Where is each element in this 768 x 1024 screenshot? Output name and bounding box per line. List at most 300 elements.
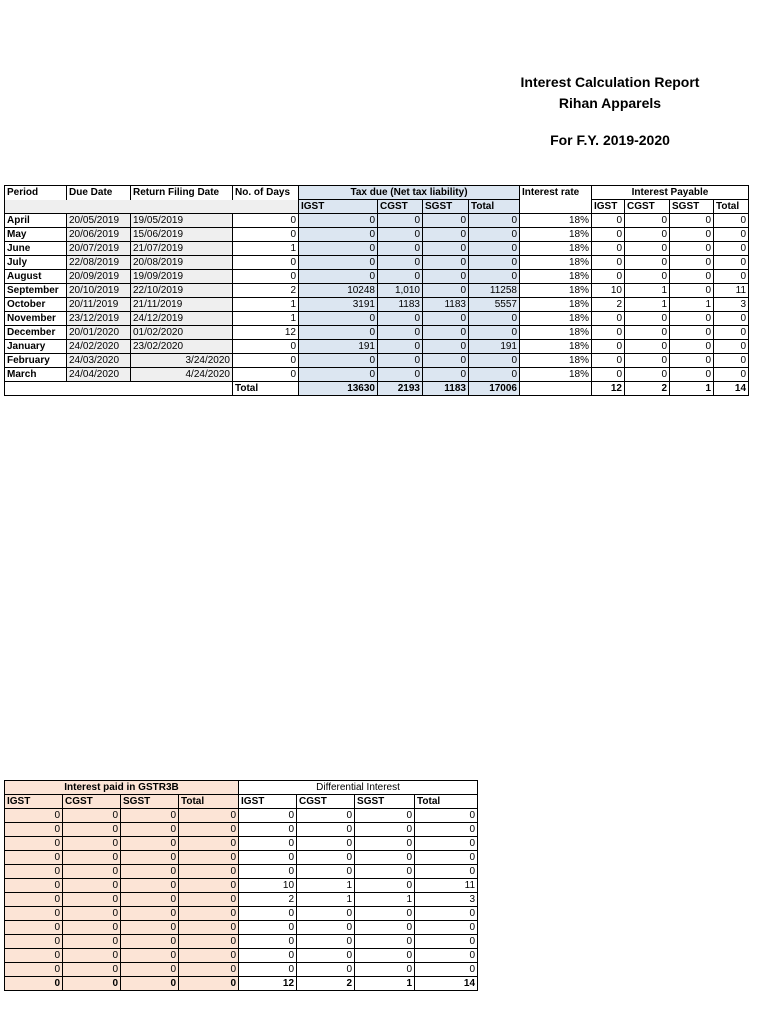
cell-no-of-days: 0 [233, 270, 299, 284]
cell-diff-sgst: 0 [355, 809, 415, 823]
cell-diff-igst: 0 [239, 837, 297, 851]
cell-paid-igst: 0 [5, 949, 63, 963]
cell-return-filing-date: 15/06/2019 [131, 228, 233, 242]
cell-diff-igst: 10 [239, 879, 297, 893]
cell-tax-sgst: 0 [423, 242, 469, 256]
total-tax-igst: 13630 [299, 382, 378, 396]
subheader-interest-sgst: SGST [670, 200, 714, 214]
cell-interest-sgst: 0 [670, 228, 714, 242]
cell-diff-total: 0 [415, 963, 478, 977]
cell-tax-total: 0 [469, 228, 520, 242]
cell-tax-igst: 10248 [299, 284, 378, 298]
cell-paid-cgst: 0 [63, 809, 121, 823]
table-row [5, 242, 749, 256]
total-interest-sgst: 1 [670, 382, 714, 396]
table-row [5, 837, 478, 851]
cell-interest-cgst: 0 [625, 368, 670, 382]
cell-tax-cgst: 0 [378, 326, 423, 340]
cell-due-date: 24/02/2020 [67, 340, 131, 354]
cell-diff-total: 0 [415, 809, 478, 823]
subheader-spacer [5, 200, 299, 214]
cell-interest-rate: 18% [520, 284, 592, 298]
cell-interest-total: 0 [714, 242, 749, 256]
cell-paid-igst: 0 [5, 921, 63, 935]
cell-due-date: 23/12/2019 [67, 312, 131, 326]
cell-interest-rate: 18% [520, 368, 592, 382]
cell-tax-cgst: 0 [378, 354, 423, 368]
cell-diff-cgst: 0 [297, 949, 355, 963]
cell-paid-sgst: 0 [121, 837, 179, 851]
cell-due-date: 20/07/2019 [67, 242, 131, 256]
cell-paid-total: 0 [179, 907, 239, 921]
cell-interest-sgst: 0 [670, 256, 714, 270]
subheader-sgst: SGST [423, 200, 469, 214]
cell-diff-sgst: 0 [355, 851, 415, 865]
cell-tax-cgst: 0 [378, 214, 423, 228]
header-period: Period [5, 186, 67, 200]
cell-tax-cgst: 0 [378, 368, 423, 382]
cell-interest-rate: 18% [520, 228, 592, 242]
table-row [5, 354, 749, 368]
financial-year: For F.Y. 2019-2020 [550, 132, 670, 148]
cell-interest-total: 0 [714, 326, 749, 340]
cell-paid-cgst: 0 [63, 921, 121, 935]
cell-diff-sgst: 0 [355, 963, 415, 977]
cell-period: February [5, 354, 67, 368]
table-row [5, 907, 478, 921]
cell-diff-total: 0 [415, 921, 478, 935]
cell-tax-total: 0 [469, 326, 520, 340]
cell-tax-igst: 3191 [299, 298, 378, 312]
cell-interest-igst: 0 [592, 326, 625, 340]
table-row [5, 228, 749, 242]
total-spacer [5, 382, 233, 396]
cell-tax-igst: 0 [299, 368, 378, 382]
cell-tax-total: 0 [469, 368, 520, 382]
total-paid-total: 0 [179, 977, 239, 991]
cell-interest-total: 0 [714, 256, 749, 270]
cell-paid-sgst: 0 [121, 935, 179, 949]
subheader-total: Total [469, 200, 520, 214]
cell-interest-cgst: 0 [625, 242, 670, 256]
cell-return-filing-date: 19/05/2019 [131, 214, 233, 228]
cell-paid-cgst: 0 [63, 851, 121, 865]
cell-tax-sgst: 0 [423, 340, 469, 354]
cell-diff-cgst: 0 [297, 921, 355, 935]
total-diff-sgst: 1 [355, 977, 415, 991]
cell-paid-cgst: 0 [63, 935, 121, 949]
table-row [5, 368, 749, 382]
table-row [5, 879, 478, 893]
cell-diff-total: 0 [415, 851, 478, 865]
cell-diff-sgst: 0 [355, 949, 415, 963]
table-row [5, 284, 749, 298]
paid-subheader-sgst: SGST [121, 795, 179, 809]
cell-tax-igst: 0 [299, 242, 378, 256]
cell-tax-sgst: 0 [423, 214, 469, 228]
cell-tax-igst: 0 [299, 270, 378, 284]
paid-subheader-cgst: CGST [63, 795, 121, 809]
cell-paid-sgst: 0 [121, 949, 179, 963]
header-no-of-days: No. of Days [233, 186, 299, 200]
diff-subheader-total: Total [415, 795, 478, 809]
cell-diff-cgst: 1 [297, 893, 355, 907]
cell-period: September [5, 284, 67, 298]
cell-tax-cgst: 0 [378, 270, 423, 284]
cell-interest-cgst: 0 [625, 326, 670, 340]
cell-interest-igst: 0 [592, 256, 625, 270]
cell-paid-cgst: 0 [63, 893, 121, 907]
cell-paid-total: 0 [179, 949, 239, 963]
cell-paid-sgst: 0 [121, 823, 179, 837]
diff-subheader-cgst: CGST [297, 795, 355, 809]
cell-interest-cgst: 0 [625, 270, 670, 284]
second-header-row [5, 781, 478, 795]
table-row [5, 865, 478, 879]
cell-diff-igst: 0 [239, 935, 297, 949]
cell-interest-rate: 18% [520, 326, 592, 340]
cell-tax-cgst: 0 [378, 256, 423, 270]
cell-due-date: 24/03/2020 [67, 354, 131, 368]
cell-diff-sgst: 0 [355, 865, 415, 879]
cell-interest-igst: 0 [592, 242, 625, 256]
cell-no-of-days: 1 [233, 298, 299, 312]
cell-no-of-days: 0 [233, 256, 299, 270]
diff-subheader-sgst: SGST [355, 795, 415, 809]
cell-return-filing-date: 3/24/2020 [131, 354, 233, 368]
cell-return-filing-date: 24/12/2019 [131, 312, 233, 326]
table-row [5, 949, 478, 963]
cell-tax-sgst: 0 [423, 312, 469, 326]
cell-return-filing-date: 23/02/2020 [131, 340, 233, 354]
cell-interest-sgst: 1 [670, 298, 714, 312]
cell-tax-sgst: 0 [423, 284, 469, 298]
cell-tax-total: 0 [469, 214, 520, 228]
total-interest-total: 14 [714, 382, 749, 396]
cell-interest-rate: 18% [520, 270, 592, 284]
total-tax-total: 17006 [469, 382, 520, 396]
cell-interest-cgst: 0 [625, 256, 670, 270]
cell-tax-cgst: 0 [378, 228, 423, 242]
cell-due-date: 20/06/2019 [67, 228, 131, 242]
cell-return-filing-date: 19/09/2019 [131, 270, 233, 284]
cell-diff-sgst: 1 [355, 893, 415, 907]
header-interest-paid-gstr3b: Interest paid in GSTR3B [5, 781, 239, 795]
cell-diff-igst: 2 [239, 893, 297, 907]
cell-paid-sgst: 0 [121, 879, 179, 893]
subheader-rate-spacer [520, 200, 592, 214]
table-row [5, 214, 749, 228]
cell-paid-cgst: 0 [63, 879, 121, 893]
cell-interest-igst: 0 [592, 312, 625, 326]
second-subheader-row [5, 795, 478, 809]
total-interest-cgst: 2 [625, 382, 670, 396]
cell-tax-igst: 0 [299, 326, 378, 340]
cell-paid-total: 0 [179, 893, 239, 907]
cell-paid-total: 0 [179, 837, 239, 851]
cell-interest-igst: 0 [592, 354, 625, 368]
cell-period: December [5, 326, 67, 340]
cell-diff-total: 0 [415, 837, 478, 851]
cell-paid-total: 0 [179, 809, 239, 823]
cell-interest-rate: 18% [520, 312, 592, 326]
cell-interest-total: 0 [714, 312, 749, 326]
cell-interest-cgst: 0 [625, 214, 670, 228]
interest-paid-table [4, 780, 478, 991]
cell-tax-total: 0 [469, 312, 520, 326]
cell-paid-igst: 0 [5, 823, 63, 837]
cell-no-of-days: 0 [233, 368, 299, 382]
cell-no-of-days: 0 [233, 214, 299, 228]
cell-tax-total: 5557 [469, 298, 520, 312]
cell-interest-igst: 0 [592, 368, 625, 382]
cell-paid-cgst: 0 [63, 865, 121, 879]
cell-period: October [5, 298, 67, 312]
cell-tax-total: 0 [469, 256, 520, 270]
cell-diff-cgst: 0 [297, 809, 355, 823]
cell-return-filing-date: 01/02/2020 [131, 326, 233, 340]
cell-diff-sgst: 0 [355, 935, 415, 949]
table-row [5, 298, 749, 312]
cell-interest-igst: 10 [592, 284, 625, 298]
subheader-interest-igst: IGST [592, 200, 625, 214]
total-rate-spacer [520, 382, 592, 396]
cell-paid-total: 0 [179, 879, 239, 893]
cell-return-filing-date: 20/08/2019 [131, 256, 233, 270]
cell-no-of-days: 12 [233, 326, 299, 340]
cell-diff-cgst: 0 [297, 935, 355, 949]
cell-diff-total: 0 [415, 949, 478, 963]
table-row [5, 935, 478, 949]
cell-no-of-days: 0 [233, 340, 299, 354]
cell-diff-total: 0 [415, 907, 478, 921]
header-tax-due: Tax due (Net tax liability) [299, 186, 520, 200]
diff-subheader-igst: IGST [239, 795, 297, 809]
cell-paid-cgst: 0 [63, 823, 121, 837]
cell-diff-total: 11 [415, 879, 478, 893]
cell-diff-igst: 0 [239, 949, 297, 963]
cell-paid-sgst: 0 [121, 893, 179, 907]
table-row [5, 963, 478, 977]
table-row [5, 823, 478, 837]
table-row [5, 851, 478, 865]
cell-no-of-days: 2 [233, 284, 299, 298]
cell-interest-sgst: 0 [670, 270, 714, 284]
cell-period: April [5, 214, 67, 228]
total-tax-cgst: 2193 [378, 382, 423, 396]
cell-paid-total: 0 [179, 865, 239, 879]
cell-tax-igst: 0 [299, 228, 378, 242]
cell-return-filing-date: 4/24/2020 [131, 368, 233, 382]
cell-diff-igst: 0 [239, 809, 297, 823]
cell-period: July [5, 256, 67, 270]
cell-diff-cgst: 0 [297, 907, 355, 921]
cell-tax-cgst: 0 [378, 312, 423, 326]
cell-tax-cgst: 0 [378, 340, 423, 354]
paid-subheader-total: Total [179, 795, 239, 809]
cell-no-of-days: 0 [233, 354, 299, 368]
cell-period: March [5, 368, 67, 382]
cell-paid-sgst: 0 [121, 865, 179, 879]
total-diff-total: 14 [415, 977, 478, 991]
cell-interest-rate: 18% [520, 214, 592, 228]
cell-paid-total: 0 [179, 851, 239, 865]
cell-due-date: 20/09/2019 [67, 270, 131, 284]
header-interest-rate: Interest rate [520, 186, 592, 200]
cell-interest-cgst: 1 [625, 284, 670, 298]
cell-paid-sgst: 0 [121, 907, 179, 921]
cell-diff-cgst: 0 [297, 865, 355, 879]
total-diff-igst: 12 [239, 977, 297, 991]
total-tax-sgst: 1183 [423, 382, 469, 396]
cell-diff-total: 0 [415, 865, 478, 879]
cell-interest-rate: 18% [520, 242, 592, 256]
cell-interest-igst: 0 [592, 270, 625, 284]
total-interest-igst: 12 [592, 382, 625, 396]
total-paid-igst: 0 [5, 977, 63, 991]
total-diff-cgst: 2 [297, 977, 355, 991]
cell-paid-total: 0 [179, 935, 239, 949]
cell-no-of-days: 1 [233, 312, 299, 326]
cell-tax-igst: 191 [299, 340, 378, 354]
cell-diff-igst: 0 [239, 921, 297, 935]
total-row [5, 382, 749, 396]
cell-interest-rate: 18% [520, 298, 592, 312]
cell-paid-igst: 0 [5, 963, 63, 977]
cell-period: May [5, 228, 67, 242]
cell-tax-total: 0 [469, 270, 520, 284]
table-row [5, 256, 749, 270]
cell-tax-total: 0 [469, 354, 520, 368]
cell-interest-rate: 18% [520, 256, 592, 270]
cell-tax-total: 0 [469, 242, 520, 256]
cell-interest-sgst: 0 [670, 354, 714, 368]
cell-tax-sgst: 0 [423, 354, 469, 368]
cell-paid-sgst: 0 [121, 921, 179, 935]
cell-paid-sgst: 0 [121, 809, 179, 823]
cell-interest-cgst: 0 [625, 312, 670, 326]
cell-paid-igst: 0 [5, 837, 63, 851]
cell-period: August [5, 270, 67, 284]
cell-paid-sgst: 0 [121, 851, 179, 865]
cell-interest-sgst: 0 [670, 242, 714, 256]
cell-due-date: 20/01/2020 [67, 326, 131, 340]
cell-paid-igst: 0 [5, 809, 63, 823]
cell-tax-sgst: 0 [423, 256, 469, 270]
cell-diff-cgst: 0 [297, 963, 355, 977]
cell-interest-rate: 18% [520, 354, 592, 368]
cell-tax-igst: 0 [299, 312, 378, 326]
table-row [5, 340, 749, 354]
cell-paid-igst: 0 [5, 879, 63, 893]
cell-tax-cgst: 1,010 [378, 284, 423, 298]
cell-tax-igst: 0 [299, 354, 378, 368]
cell-diff-sgst: 0 [355, 879, 415, 893]
cell-paid-igst: 0 [5, 893, 63, 907]
cell-paid-cgst: 0 [63, 837, 121, 851]
cell-tax-sgst: 0 [423, 368, 469, 382]
cell-paid-igst: 0 [5, 935, 63, 949]
cell-diff-sgst: 0 [355, 921, 415, 935]
cell-diff-sgst: 0 [355, 837, 415, 851]
header-return-filing-date: Return Filing Date [131, 186, 233, 200]
cell-tax-sgst: 0 [423, 270, 469, 284]
cell-diff-total: 0 [415, 935, 478, 949]
total-paid-cgst: 0 [63, 977, 121, 991]
cell-interest-sgst: 0 [670, 214, 714, 228]
cell-interest-total: 0 [714, 214, 749, 228]
cell-period: November [5, 312, 67, 326]
cell-interest-igst: 0 [592, 214, 625, 228]
cell-interest-sgst: 0 [670, 368, 714, 382]
cell-interest-cgst: 1 [625, 298, 670, 312]
cell-interest-total: 0 [714, 270, 749, 284]
cell-interest-sgst: 0 [670, 340, 714, 354]
header-interest-payable: Interest Payable [592, 186, 749, 200]
cell-paid-total: 0 [179, 921, 239, 935]
paid-subheader-igst: IGST [5, 795, 63, 809]
subheader-interest-total: Total [714, 200, 749, 214]
cell-interest-total: 0 [714, 340, 749, 354]
cell-period: June [5, 242, 67, 256]
cell-interest-rate: 18% [520, 340, 592, 354]
cell-return-filing-date: 22/10/2019 [131, 284, 233, 298]
header-differential-interest: Differential Interest [239, 781, 478, 795]
table-row [5, 921, 478, 935]
total-label: Total [233, 382, 299, 396]
cell-interest-total: 0 [714, 368, 749, 382]
cell-paid-total: 0 [179, 823, 239, 837]
cell-period: January [5, 340, 67, 354]
subheader-igst: IGST [299, 200, 378, 214]
cell-diff-cgst: 1 [297, 879, 355, 893]
cell-due-date: 20/11/2019 [67, 298, 131, 312]
total-paid-sgst: 0 [121, 977, 179, 991]
cell-tax-total: 191 [469, 340, 520, 354]
report-title: Interest Calculation Report [520, 74, 700, 90]
table-row [5, 270, 749, 284]
cell-diff-cgst: 0 [297, 823, 355, 837]
cell-return-filing-date: 21/11/2019 [131, 298, 233, 312]
subheader-cgst: CGST [378, 200, 423, 214]
cell-paid-total: 0 [179, 963, 239, 977]
cell-paid-cgst: 0 [63, 963, 121, 977]
cell-due-date: 20/10/2019 [67, 284, 131, 298]
header-due-date: Due Date [67, 186, 131, 200]
cell-interest-cgst: 0 [625, 228, 670, 242]
cell-diff-igst: 0 [239, 907, 297, 921]
cell-interest-total: 0 [714, 354, 749, 368]
table-row [5, 809, 478, 823]
cell-due-date: 22/08/2019 [67, 256, 131, 270]
cell-tax-igst: 0 [299, 256, 378, 270]
cell-interest-total: 0 [714, 228, 749, 242]
cell-no-of-days: 1 [233, 242, 299, 256]
cell-interest-sgst: 0 [670, 284, 714, 298]
cell-diff-cgst: 0 [297, 851, 355, 865]
cell-no-of-days: 0 [233, 228, 299, 242]
cell-diff-igst: 0 [239, 851, 297, 865]
cell-paid-igst: 0 [5, 865, 63, 879]
cell-interest-total: 11 [714, 284, 749, 298]
cell-paid-igst: 0 [5, 851, 63, 865]
company-name: Rihan Apparels [558, 95, 662, 111]
cell-tax-cgst: 0 [378, 242, 423, 256]
cell-return-filing-date: 21/07/2019 [131, 242, 233, 256]
cell-diff-sgst: 0 [355, 823, 415, 837]
cell-interest-sgst: 0 [670, 312, 714, 326]
subheader-interest-cgst: CGST [625, 200, 670, 214]
